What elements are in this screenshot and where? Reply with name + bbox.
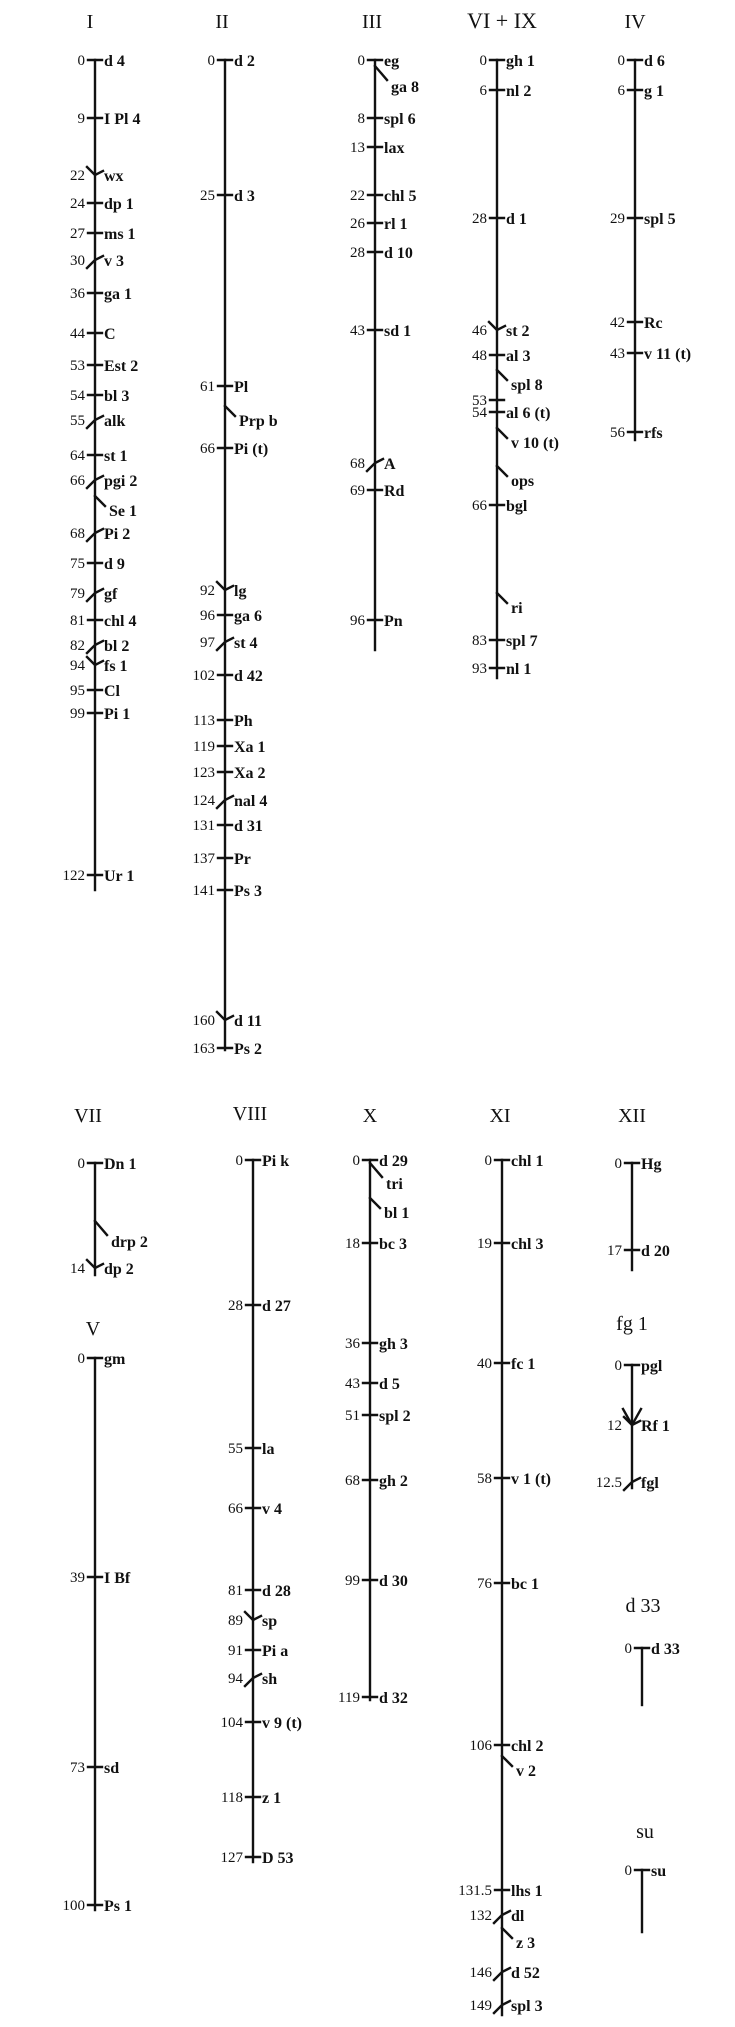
locus-position: 18 [345, 1236, 360, 1252]
locus-position: 61 [200, 379, 215, 395]
locus-label: Pi 2 [104, 526, 131, 543]
locus-label: d 29 [379, 1153, 408, 1170]
locus-label: su [651, 1863, 667, 1880]
locus-label: Pr [234, 851, 251, 868]
linkage-group-label-vii: VII [74, 1105, 102, 1127]
locus-position: 96 [350, 613, 365, 629]
locus-label: spl 8 [511, 377, 543, 394]
locus-position: 56 [610, 425, 625, 441]
locus-label: lg [234, 583, 247, 600]
locus-position: 27 [70, 226, 85, 242]
locus-label: D 53 [262, 1850, 294, 1867]
locus-label: drp 2 [111, 1234, 148, 1251]
locus-label: bgl [506, 498, 528, 515]
locus-label: I Pl 4 [104, 111, 141, 128]
locus-position: 131 [192, 818, 215, 834]
linkage-group-label-su: su [636, 1821, 654, 1843]
locus-label: Dn 1 [104, 1156, 137, 1173]
linkage-group-label-xii: XII [618, 1105, 646, 1127]
locus-label: Ps 1 [104, 1898, 132, 1915]
locus-position: 51 [345, 1408, 360, 1424]
locus-label: st 1 [104, 448, 128, 465]
locus-position: 0 [614, 1358, 622, 1374]
locus-position: 127 [220, 1850, 243, 1866]
locus-label: d 52 [511, 1965, 540, 1982]
locus-position: 24 [70, 196, 85, 212]
locus-label: d 1 [506, 211, 527, 228]
locus-position: 0 [352, 1153, 360, 1169]
locus-position: 36 [345, 1336, 360, 1352]
locus-label: z 3 [516, 1935, 536, 1952]
locus-label: Hg [641, 1156, 662, 1173]
locus-label: st 4 [234, 635, 258, 652]
locus-label: lax [384, 140, 405, 157]
locus-label: d 27 [262, 1298, 291, 1315]
locus-position: 89 [228, 1613, 243, 1629]
locus-connector [502, 1928, 512, 1938]
locus-position: 124 [192, 793, 215, 809]
locus-connector [225, 406, 235, 416]
locus-position: 79 [70, 586, 85, 602]
locus-label: fc 1 [511, 1356, 536, 1373]
locus-connector [497, 370, 507, 380]
locus-position: 119 [193, 739, 215, 755]
locus-label: A [384, 456, 396, 473]
locus-position: 0 [614, 1156, 622, 1172]
locus-position: 160 [192, 1013, 215, 1029]
locus-label: Pi k [262, 1153, 290, 1170]
locus-position: 0 [77, 1351, 85, 1367]
locus-position: 53 [472, 393, 487, 409]
locus-position: 66 [472, 498, 487, 514]
locus-position: 55 [228, 1441, 243, 1457]
locus-position: 22 [350, 188, 365, 204]
locus-label: d 33 [651, 1641, 680, 1658]
locus-position: 14 [70, 1261, 85, 1277]
locus-label: tri [386, 1176, 403, 1193]
locus-label: v 4 [262, 1501, 282, 1518]
locus-position: 66 [228, 1501, 243, 1517]
locus-position: 81 [70, 613, 85, 629]
locus-label: dp 2 [104, 1261, 134, 1278]
locus-position: 73 [70, 1760, 85, 1776]
locus-label: d 9 [104, 556, 125, 573]
locus-label: Pi 1 [104, 706, 131, 723]
locus-position: 97 [200, 635, 215, 651]
locus-position: 76 [477, 1576, 492, 1592]
locus-label: Rf 1 [641, 1418, 670, 1435]
locus-position: 118 [221, 1790, 243, 1806]
locus-connector [95, 496, 105, 506]
locus-position: 137 [192, 851, 215, 867]
locus-label: Rd [384, 483, 405, 500]
locus-position: 66 [70, 473, 85, 489]
locus-position: 81 [228, 1583, 243, 1599]
locus-position: 55 [70, 413, 85, 429]
locus-position: 0 [207, 53, 215, 69]
locus-position: 149 [469, 1998, 492, 2014]
locus-label: dp 1 [104, 196, 134, 213]
locus-position: 104 [220, 1715, 243, 1731]
linkage-group-label-fg-1: fg 1 [616, 1313, 648, 1335]
locus-position: 29 [610, 211, 625, 227]
linkage-group-label-iii: III [362, 11, 382, 33]
locus-position: 28 [228, 1298, 243, 1314]
locus-position: 0 [624, 1863, 632, 1879]
locus-label: v 11 (t) [644, 346, 692, 363]
locus-position: 43 [345, 1376, 360, 1392]
locus-position: 106 [469, 1738, 492, 1754]
locus-label: sp [262, 1613, 278, 1630]
locus-label: Ph [234, 713, 253, 730]
locus-label: ms 1 [104, 226, 136, 243]
locus-label: ga 1 [104, 286, 132, 303]
locus-label: Pi (t) [234, 441, 269, 458]
locus-position: 43 [610, 346, 625, 362]
locus-label: al 6 (t) [506, 405, 551, 422]
locus-label: chl 4 [104, 613, 137, 630]
locus-label: wx [104, 168, 124, 185]
locus-label: eg [384, 53, 400, 70]
locus-position: 0 [479, 53, 487, 69]
linkage-group-label-v: V [85, 1318, 101, 1340]
locus-position: 102 [192, 668, 215, 684]
locus-label: d 10 [384, 245, 413, 262]
locus-label: Pl [234, 379, 249, 396]
linkage-group-label-i: I [86, 11, 94, 33]
linkage-group-label-iv: IV [624, 11, 646, 33]
locus-position: 66 [200, 441, 215, 457]
locus-position: 82 [70, 638, 85, 654]
locus-label: g 1 [644, 83, 664, 100]
locus-connector [370, 1198, 380, 1208]
locus-label: Cl [104, 683, 120, 700]
locus-label: ga 8 [391, 79, 419, 96]
locus-label: d 4 [104, 53, 125, 70]
locus-position: 146 [469, 1965, 492, 1981]
locus-connector [497, 593, 507, 603]
locus-position: 68 [345, 1473, 360, 1489]
locus-position: 25 [200, 188, 215, 204]
locus-label: spl 7 [506, 633, 538, 650]
locus-label: sh [262, 1671, 278, 1688]
locus-label: v 9 (t) [262, 1715, 302, 1732]
locus-position: 13 [350, 140, 365, 156]
locus-label: al 3 [506, 348, 531, 365]
locus-label: sd 1 [384, 323, 412, 340]
locus-position: 39 [70, 1570, 85, 1586]
locus-position: 0 [77, 1156, 85, 1172]
locus-connector [497, 466, 507, 476]
locus-position: 64 [70, 448, 85, 464]
locus-label: sd [104, 1760, 120, 1777]
locus-label: chl 1 [511, 1153, 544, 1170]
locus-position: 163 [192, 1041, 215, 1057]
locus-position: 30 [70, 253, 85, 269]
locus-position: 131.5 [458, 1883, 492, 1899]
locus-label: d 20 [641, 1243, 670, 1260]
linkage-group-label-xi: XI [489, 1105, 511, 1127]
locus-label: Pi a [262, 1643, 289, 1660]
locus-position: 54 [70, 388, 85, 404]
locus-label: gm [104, 1351, 126, 1368]
locus-label: rfs [644, 425, 663, 442]
locus-position: 48 [472, 348, 487, 364]
locus-position: 100 [62, 1898, 85, 1914]
locus-label: fgl [641, 1475, 659, 1492]
linkage-group-label-ii: II [215, 11, 229, 33]
locus-position: 0 [617, 53, 625, 69]
locus-position: 0 [77, 53, 85, 69]
locus-label: ops [511, 473, 535, 490]
locus-label: v 10 (t) [511, 435, 559, 452]
locus-position: 26 [350, 216, 365, 232]
locus-position: 68 [70, 526, 85, 542]
locus-position: 0 [235, 1153, 243, 1169]
locus-position: 68 [350, 456, 365, 472]
locus-position: 94 [228, 1671, 243, 1687]
locus-label: Xa 1 [234, 739, 266, 756]
locus-label: st 2 [506, 323, 530, 340]
locus-position: 69 [350, 483, 365, 499]
locus-label: d 32 [379, 1690, 408, 1707]
locus-position: 0 [624, 1641, 632, 1657]
locus-position: 132 [469, 1908, 492, 1924]
locus-position: 113 [193, 713, 215, 729]
locus-position: 75 [70, 556, 85, 572]
locus-position: 17 [607, 1243, 622, 1259]
locus-label: Ur 1 [104, 868, 135, 885]
locus-label: dl [511, 1908, 525, 1925]
locus-label: spl 5 [644, 211, 676, 228]
locus-label: bl 1 [384, 1205, 410, 1222]
locus-label: Se 1 [109, 503, 137, 520]
locus-label: chl 2 [511, 1738, 544, 1755]
locus-position: 40 [477, 1356, 492, 1372]
locus-label: d 6 [644, 53, 665, 70]
locus-position: 123 [192, 765, 215, 781]
locus-label: chl 3 [511, 1236, 544, 1253]
locus-label: Est 2 [104, 358, 139, 375]
locus-connector [502, 1756, 512, 1766]
linkage-group-label-viii: VIII [232, 1103, 268, 1125]
locus-label: bl 2 [104, 638, 130, 655]
locus-label: pgl [641, 1358, 663, 1375]
locus-label: d 42 [234, 668, 263, 685]
locus-label: d 30 [379, 1573, 408, 1590]
locus-label: I Bf [104, 1570, 131, 1587]
locus-position: 96 [200, 608, 215, 624]
locus-label: spl 6 [384, 111, 416, 128]
locus-label: pgi 2 [104, 473, 138, 490]
locus-position: 58 [477, 1471, 492, 1487]
locus-position: 22 [70, 168, 85, 184]
locus-position: 28 [350, 245, 365, 261]
locus-label: ri [511, 600, 523, 617]
locus-position: 95 [70, 683, 85, 699]
linkage-group-label-d-33: d 33 [625, 1595, 661, 1617]
locus-label: gf [104, 586, 118, 603]
locus-position: 43 [350, 323, 365, 339]
locus-label: Xa 2 [234, 765, 266, 782]
locus-label: nl 2 [506, 83, 532, 100]
locus-label: nl 1 [506, 661, 532, 678]
locus-label: spl 2 [379, 1408, 411, 1425]
locus-position: 122 [62, 868, 85, 884]
locus-label: d 5 [379, 1376, 400, 1393]
locus-label: C [104, 326, 116, 343]
locus-position: 141 [192, 883, 215, 899]
locus-label: v 2 [516, 1763, 536, 1780]
locus-position: 53 [70, 358, 85, 374]
locus-position: 119 [338, 1690, 360, 1706]
locus-position: 54 [472, 405, 487, 421]
locus-position: 6 [479, 83, 487, 99]
locus-position: 99 [70, 706, 85, 722]
locus-position: 99 [345, 1573, 360, 1589]
locus-label: gh 2 [379, 1473, 408, 1490]
locus-label: alk [104, 413, 126, 430]
locus-position: 12 [607, 1418, 622, 1434]
locus-label: Ps 2 [234, 1041, 262, 1058]
locus-label: d 3 [234, 188, 255, 205]
locus-connector [497, 428, 507, 438]
locus-label: v 1 (t) [511, 1471, 551, 1488]
locus-label: z 1 [262, 1790, 282, 1807]
locus-label: gh 1 [506, 53, 535, 70]
locus-position: 28 [472, 211, 487, 227]
locus-label: nal 4 [234, 793, 268, 810]
locus-label: bl 3 [104, 388, 130, 405]
locus-label: lhs 1 [511, 1883, 543, 1900]
locus-position: 0 [484, 1153, 492, 1169]
locus-label: v 3 [104, 253, 124, 270]
locus-label: d 2 [234, 53, 255, 70]
locus-position: 93 [472, 661, 487, 677]
linkage-group-label-x: X [362, 1105, 378, 1127]
locus-position: 19 [477, 1236, 492, 1252]
locus-label: la [262, 1441, 275, 1458]
linkage-group-label-vi-ix: VI + IX [467, 8, 537, 33]
locus-position: 6 [617, 83, 625, 99]
locus-position: 91 [228, 1643, 243, 1659]
locus-label: chl 5 [384, 188, 417, 205]
locus-label: gh 3 [379, 1336, 408, 1353]
locus-position: 44 [70, 326, 85, 342]
locus-label: d 28 [262, 1583, 291, 1600]
locus-label: rl 1 [384, 216, 408, 233]
locus-position: 42 [610, 315, 625, 331]
locus-label: d 31 [234, 818, 263, 835]
locus-label: Prp b [239, 413, 278, 430]
locus-position: 8 [357, 111, 365, 127]
locus-label: ga 6 [234, 608, 262, 625]
locus-label: d 11 [234, 1013, 263, 1030]
locus-position: 92 [200, 583, 215, 599]
locus-position: 9 [77, 111, 85, 127]
locus-label: bc 3 [379, 1236, 407, 1253]
locus-label: spl 3 [511, 1998, 543, 2015]
locus-label: bc 1 [511, 1576, 539, 1593]
locus-label: Ps 3 [234, 883, 262, 900]
locus-position: 0 [357, 53, 365, 69]
locus-connector [95, 1221, 107, 1235]
locus-label: Pn [384, 613, 403, 630]
locus-position: 46 [472, 323, 487, 339]
locus-position: 94 [70, 658, 85, 674]
locus-position: 83 [472, 633, 487, 649]
locus-position: 36 [70, 286, 85, 302]
locus-position: 12.5 [595, 1475, 622, 1491]
locus-label: Rc [644, 315, 663, 332]
locus-label: fs 1 [104, 658, 128, 675]
